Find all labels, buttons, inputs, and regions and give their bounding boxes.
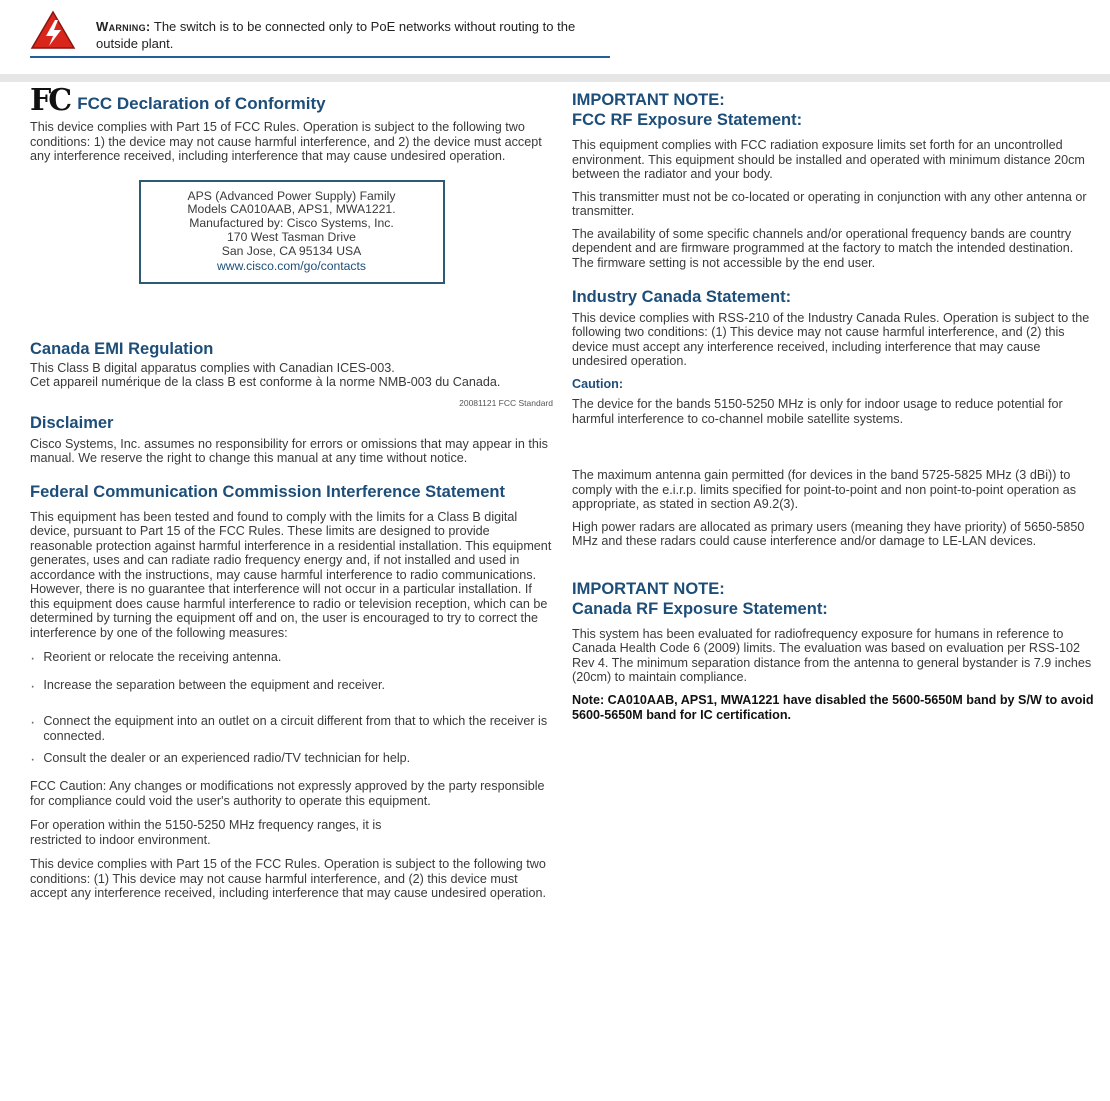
fcc-rf-text-3: The availability of some specific channels and/or operational frequency bands are country dependent and are firmware programmed at the factory to match the intended destination. The firmware setting is not accessible by the end user. — [572, 226, 1074, 270]
band-disabled-note: Note: CA010AAB, APS1, MWA1221 have disabled the 5600-5650M band by S/W to avoid 5600-5650M band for IC certification. — [572, 692, 1094, 722]
antenna-gain-text: The maximum antenna gain permitted (for devices in the band 5725-5825 MHz (3 dBi)) to comply with the e.i.r.p. limits specified for point-to-point and non point-to-point operation as appropriate, as stated in section A9.2(3). — [572, 468, 1077, 511]
fcc-interference-title: Federal Communication Commission Interference Statement — [30, 482, 505, 501]
disclaimer-text: Cisco Systems, Inc. assumes no responsibility for errors or omissions that may appear in this manual. We reserve the right to change this manual at any time without notice. — [30, 436, 548, 466]
right-column — [572, 90, 1094, 723]
measure-item: · Reorient or relocate the receiving antenna. — [30, 650, 282, 668]
measure-text: Connect the equipment into an outlet on a circuit different from that to which the receiver is connected. — [43, 714, 548, 743]
box-line-city: San Jose, CA 95134 USA — [221, 243, 362, 258]
manufacturer-box — [139, 180, 445, 285]
important-note-heading: IMPORTANT NOTE: — [572, 91, 725, 109]
warning-label: Warning: — [96, 19, 151, 34]
warning-rule — [30, 56, 610, 58]
contacts-link[interactable]: www.cisco.com/go/contacts — [216, 259, 366, 274]
disclaimer-title: Disclaimer — [30, 414, 114, 433]
measure-item: · Consult the dealer or an experienced radio/TV technician for help. — [30, 751, 411, 769]
fcc-standard-label: 20081121 FCC Standard — [459, 397, 553, 408]
fcc-interference-text: This equipment has been tested and found to comply with the limits for a Class B digital device, pursuant to Part 15 of the FCC Rules. These limits are designed to provide reasonable protection against harmful interference in a residential installation. This equipment generates, uses and can radiate radio frequency energy and, if not installed and used in accordance with the instructions, may cause harmful interference to radio communications. However, there is no guarantee that interference will not occur in a particular installation. If this equipment does cause harmful interference to radio or television reception, which can be determined by turning the equipment off and on, the user is encouraged to try to correct the interference by one of the following measures: — [30, 509, 552, 640]
box-line-models: Models CA010AAB, APS1, MWA1221. — [187, 202, 396, 217]
measure-text: Reorient or relocate the receiving antenna. — [43, 650, 282, 665]
fcc-declaration-text: This device complies with Part 15 of FCC Rules. Operation is subject to the following two conditions: 1) the device may not cause harmful interference, and 2) the device must accept any interference received, including interference that may cause undesired operation. — [30, 120, 542, 163]
fcc-caution-text: FCC Caution: Any changes or modifications not expressly approved by the party responsible for compliance could void the user's authority to operate this equipment. — [30, 779, 545, 808]
warning-icon — [30, 10, 76, 50]
warning-banner — [30, 8, 610, 62]
measure-item: · Increase the separation between the equipment and receiver. — [30, 678, 385, 696]
fcc-rf-exposure-title: FCC RF Exposure Statement: — [572, 111, 803, 129]
canada-emi-title: Canada EMI Regulation — [30, 340, 214, 359]
caution-label: Caution: — [572, 376, 624, 391]
fcc-rf-text-2: This transmitter must not be co-located or operating in conjunction with any other antenna or transmitter. — [572, 189, 1087, 218]
high-power-radar-text: High power radars are allocated as primary users (meaning they have priority) of 5650-5850 MHz and these radars could cause interference and/or damage to LE-LAN devices. — [572, 519, 1085, 548]
operation-5150-text: For operation within the 5150-5250 MHz frequency ranges, it is restricted to indoor environment. — [30, 818, 382, 847]
canada-rf-exposure-title: Canada RF Exposure Statement: — [572, 599, 828, 618]
fcc-declaration-heading — [30, 83, 553, 118]
box-line-street: 170 West Tasman Drive — [227, 229, 356, 244]
canada-emi-text-2: Cet appareil numérique de la class B est conforme à la norme NMB-003 du Canada. — [30, 375, 501, 390]
industry-canada-text: This device complies with RSS-210 of the Industry Canada Rules. Operation is subject to the following two conditions: (1) This device may not cause harmful interference, and (2) this device must accept any interference received, including interference that may cause undesired operation. — [572, 310, 1090, 368]
box-line-manufacturer: Manufactured by: Cisco Systems, Inc. — [189, 216, 394, 231]
measure-text: Consult the dealer or an experienced radio/TV technician for help. — [43, 751, 411, 766]
measure-item: · Connect the equipment into an outlet on a circuit different from that to which the receiver is connected. — [30, 714, 553, 743]
canada-emi-text-1: This Class B digital apparatus complies with Canadian ICES-003. — [30, 360, 395, 375]
fcc-rf-text-1: This equipment complies with FCC radiation exposure limits set forth for an uncontrolled environment. This equipment should be installed and operated with minimum distance 20cm between the radiator and your body. — [572, 138, 1085, 181]
box-line-family: APS (Advanced Power Supply) Family — [187, 188, 396, 203]
section-separator — [0, 74, 1110, 82]
warning-message: The switch is to be connected only to PoE networks without routing to the outside plant. — [96, 19, 576, 51]
fcc-declaration-title: FCC Declaration of Conformity — [77, 94, 326, 113]
measure-text: Increase the separation between the equipment and receiver. — [43, 678, 385, 693]
left-column — [30, 83, 553, 901]
important-note-heading-2: IMPORTANT NOTE: — [572, 579, 725, 598]
industry-canada-title: Industry Canada Statement: — [572, 288, 792, 306]
caution-text: The device for the bands 5150-5250 MHz is only for indoor usage to reduce potential for harmful interference to co-channel mobile satellite systems. — [572, 397, 1063, 426]
canada-rf-text: This system has been evaluated for radiofrequency exposure for humans in reference to Canada Health Code 6 (2009) limits. The evaluation was based on evaluation per RSS-102 Rev 4. The minimum separation distance from the antenna to general bystander is 7.9 inches (20cm) to maintain compliance. — [572, 626, 1092, 684]
part15-text: This device complies with Part 15 of the FCC Rules. Operation is subject to the following two conditions: (1) This device may not cause harmful interference, and (2) this device must accept any interference received, including interference that may cause undesired operation. — [30, 857, 546, 901]
fcc-logo: FC — [30, 83, 70, 118]
warning-text-block — [96, 18, 616, 52]
